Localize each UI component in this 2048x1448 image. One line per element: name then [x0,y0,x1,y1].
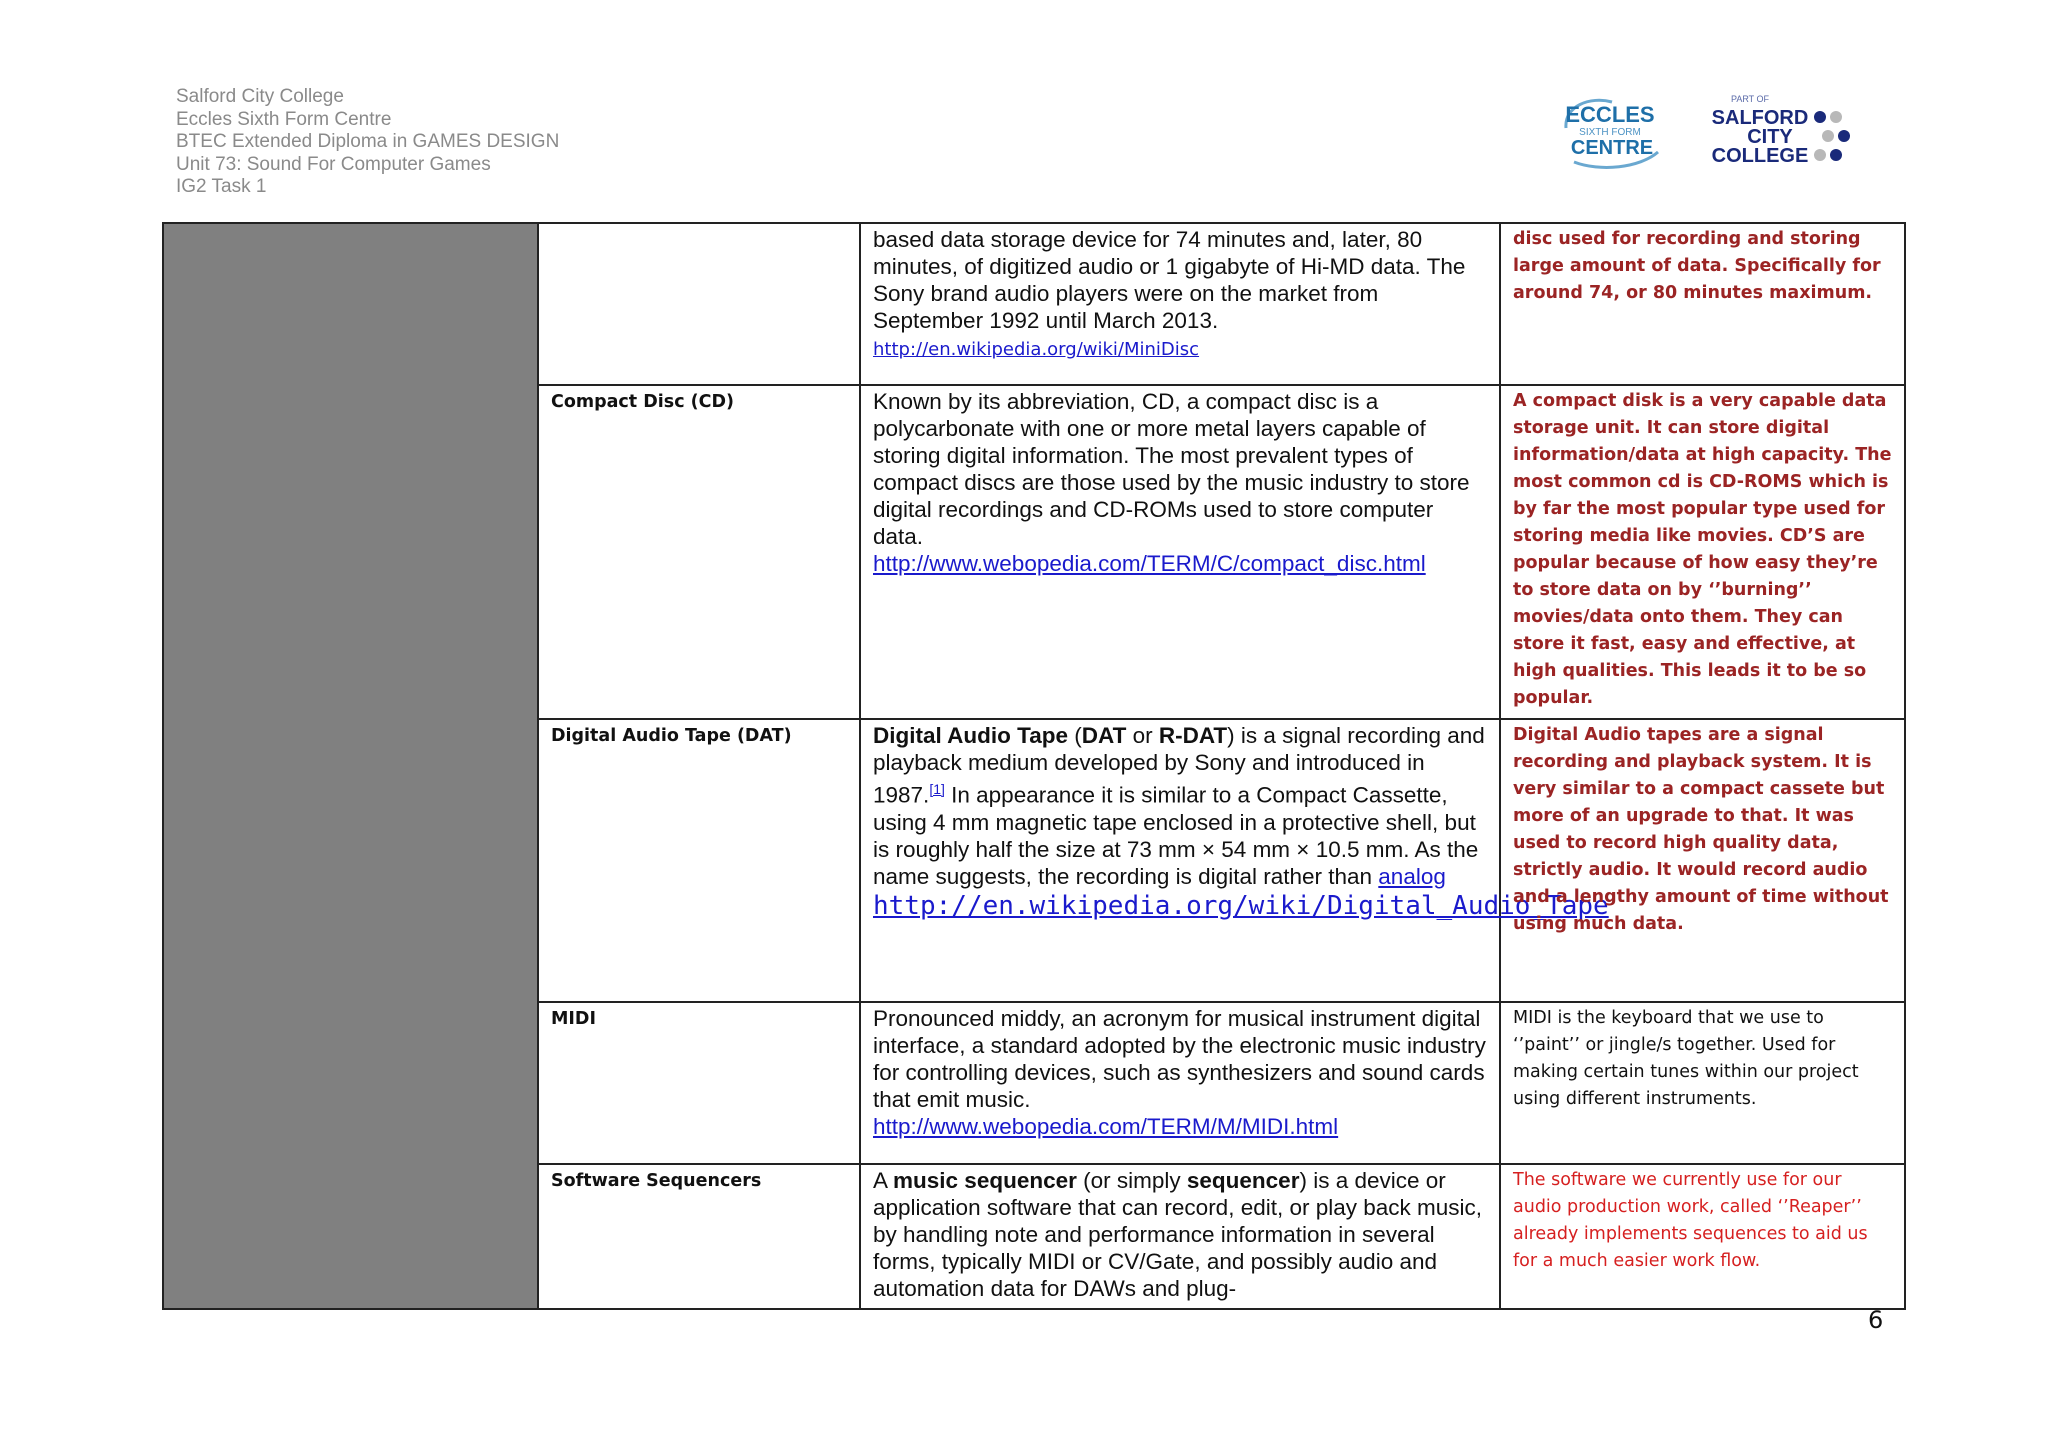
eccles-centre-logo [1565,100,1658,167]
source-link[interactable]: http://en.wikipedia.org/wiki/MiniDisc [873,339,1200,360]
student-note: The software we currently use for our audio production work, called ‘’Reaper’’ already implements sequences to aid us for a much easier work flow. [1500,1164,1905,1309]
glossary-table [162,222,1906,1310]
description-cell: A music sequencer (or simply sequencer) is a device or application software that can record, edit, or play back music, by handling note and performance information in several forms, typically MIDI or CV/Gate, and possibly audio and automation data for DAWs and plug- [860,1164,1500,1309]
header-line-centre: Eccles Sixth Form Centre [176,108,392,130]
page-number: 6 [1868,1306,1884,1334]
svg-text:COLLEGE: COLLEGE [1711,145,1809,167]
term-cell: Digital Audio Tape (DAT) [538,719,860,1002]
description-text: Known by its abbreviation, CD, a compact disc is a polycarbonate with one or more metal layers capable of storing digital information. The most prevalent types of compact discs are those used by the music industry to store digital recordings and CD-ROMs used to store computer data. [873,389,1470,549]
description-bold: Digital Audio Tape [873,723,1068,748]
student-note: Digital Audio tapes are a signal recording and playback system. It is very similar to a compact cassete but more of an upgrade to that. It was used to record high quality data, strictly audio. It would record audio and a lengthy amount of time without using much data. [1500,719,1905,1002]
description-cell [860,223,1500,385]
term-cell [538,223,860,385]
description-text: based data storage device for 74 minutes and, later, 80 minutes, of digitized audio or 1 gigabyte of Hi-MD data. The Sony brand audio players were on the market from September 1992 until March 2013. [873,227,1466,333]
table-row [163,223,1905,385]
description-cell: Digital Audio Tape (DAT or R-DAT) is a signal recording and playback medium developed by Sony and introduced in 1987.[1] In appearance it is similar to a Compact Cassette, using 4 mm magnetic tape enclosed in a protective shell, but is roughly half the size at 73 mm × 54 mm × 10.5 mm. As the name suggests, the recording is digital rather than analog http://en.wikipedia.org/wiki/Digital_Audio_Tape [860,719,1500,1002]
svg-text:PART OF: PART OF [1730,94,1770,104]
svg-text:ECCLES: ECCLES [1565,102,1655,127]
description-cell [860,385,1500,719]
gray-side-column [163,223,538,1309]
description-text: Pronounced middy, an acronym for musical instrument digital interface, a standard adopted by the electronic music industry for controlling devices, such as synthesizers and sound cards that emit music. [873,1006,1486,1112]
svg-text:CENTRE: CENTRE [1570,137,1654,159]
header-line-task: IG2 Task 1 [176,176,267,197]
term-cell: MIDI [538,1002,860,1164]
header-line-college: Salford City College [176,86,344,107]
source-link[interactable]: http://en.wikipedia.org/wiki/Digital_Audio_Tape [873,890,1609,921]
description-cell [860,1002,1500,1164]
term-cell: Compact Disc (CD) [538,385,860,719]
svg-text:CITY: CITY [1747,126,1793,148]
citation-link[interactable]: [1] [929,781,945,797]
student-note: MIDI is the keyboard that we use to ‘’paint’’ or jingle/s together. Used for making certain tunes within our project using different instruments. [1500,1002,1905,1164]
svg-text:SIXTH FORM: SIXTH FORM [1579,127,1641,138]
header-line-course: BTEC Extended Diploma in GAMES DESIGN [176,131,560,152]
source-link[interactable]: http://www.webopedia.com/TERM/C/compact_disc.html [873,551,1426,576]
header-line-unit: Unit 73: Sound For Computer Games [176,153,491,175]
salford-city-college-logo [1712,94,1850,167]
college-logos [1560,92,1890,172]
student-note: A compact disk is a very capable data storage unit. It can store digital information/data at high capacity. The most common cd is CD-ROMS which is by far the most popular type used for storing media like movies. CD’S are popular because of how easy they’re to store data on by ‘’burning’’ movies/data onto them. They can store it fast, easy and effective, at high qualities. This leads it to be so popular. [1500,385,1905,719]
document-header [176,86,559,199]
term-cell: Software Sequencers [538,1164,860,1309]
analog-link[interactable]: analog [1378,863,1446,889]
student-note: disc used for recording and storing large amount of data. Specifically for around 74, or 80 minutes maximum. [1500,223,1905,385]
source-link[interactable]: http://www.webopedia.com/TERM/M/MIDI.html [873,1114,1339,1139]
svg-text:SALFORD: SALFORD [1711,107,1809,129]
